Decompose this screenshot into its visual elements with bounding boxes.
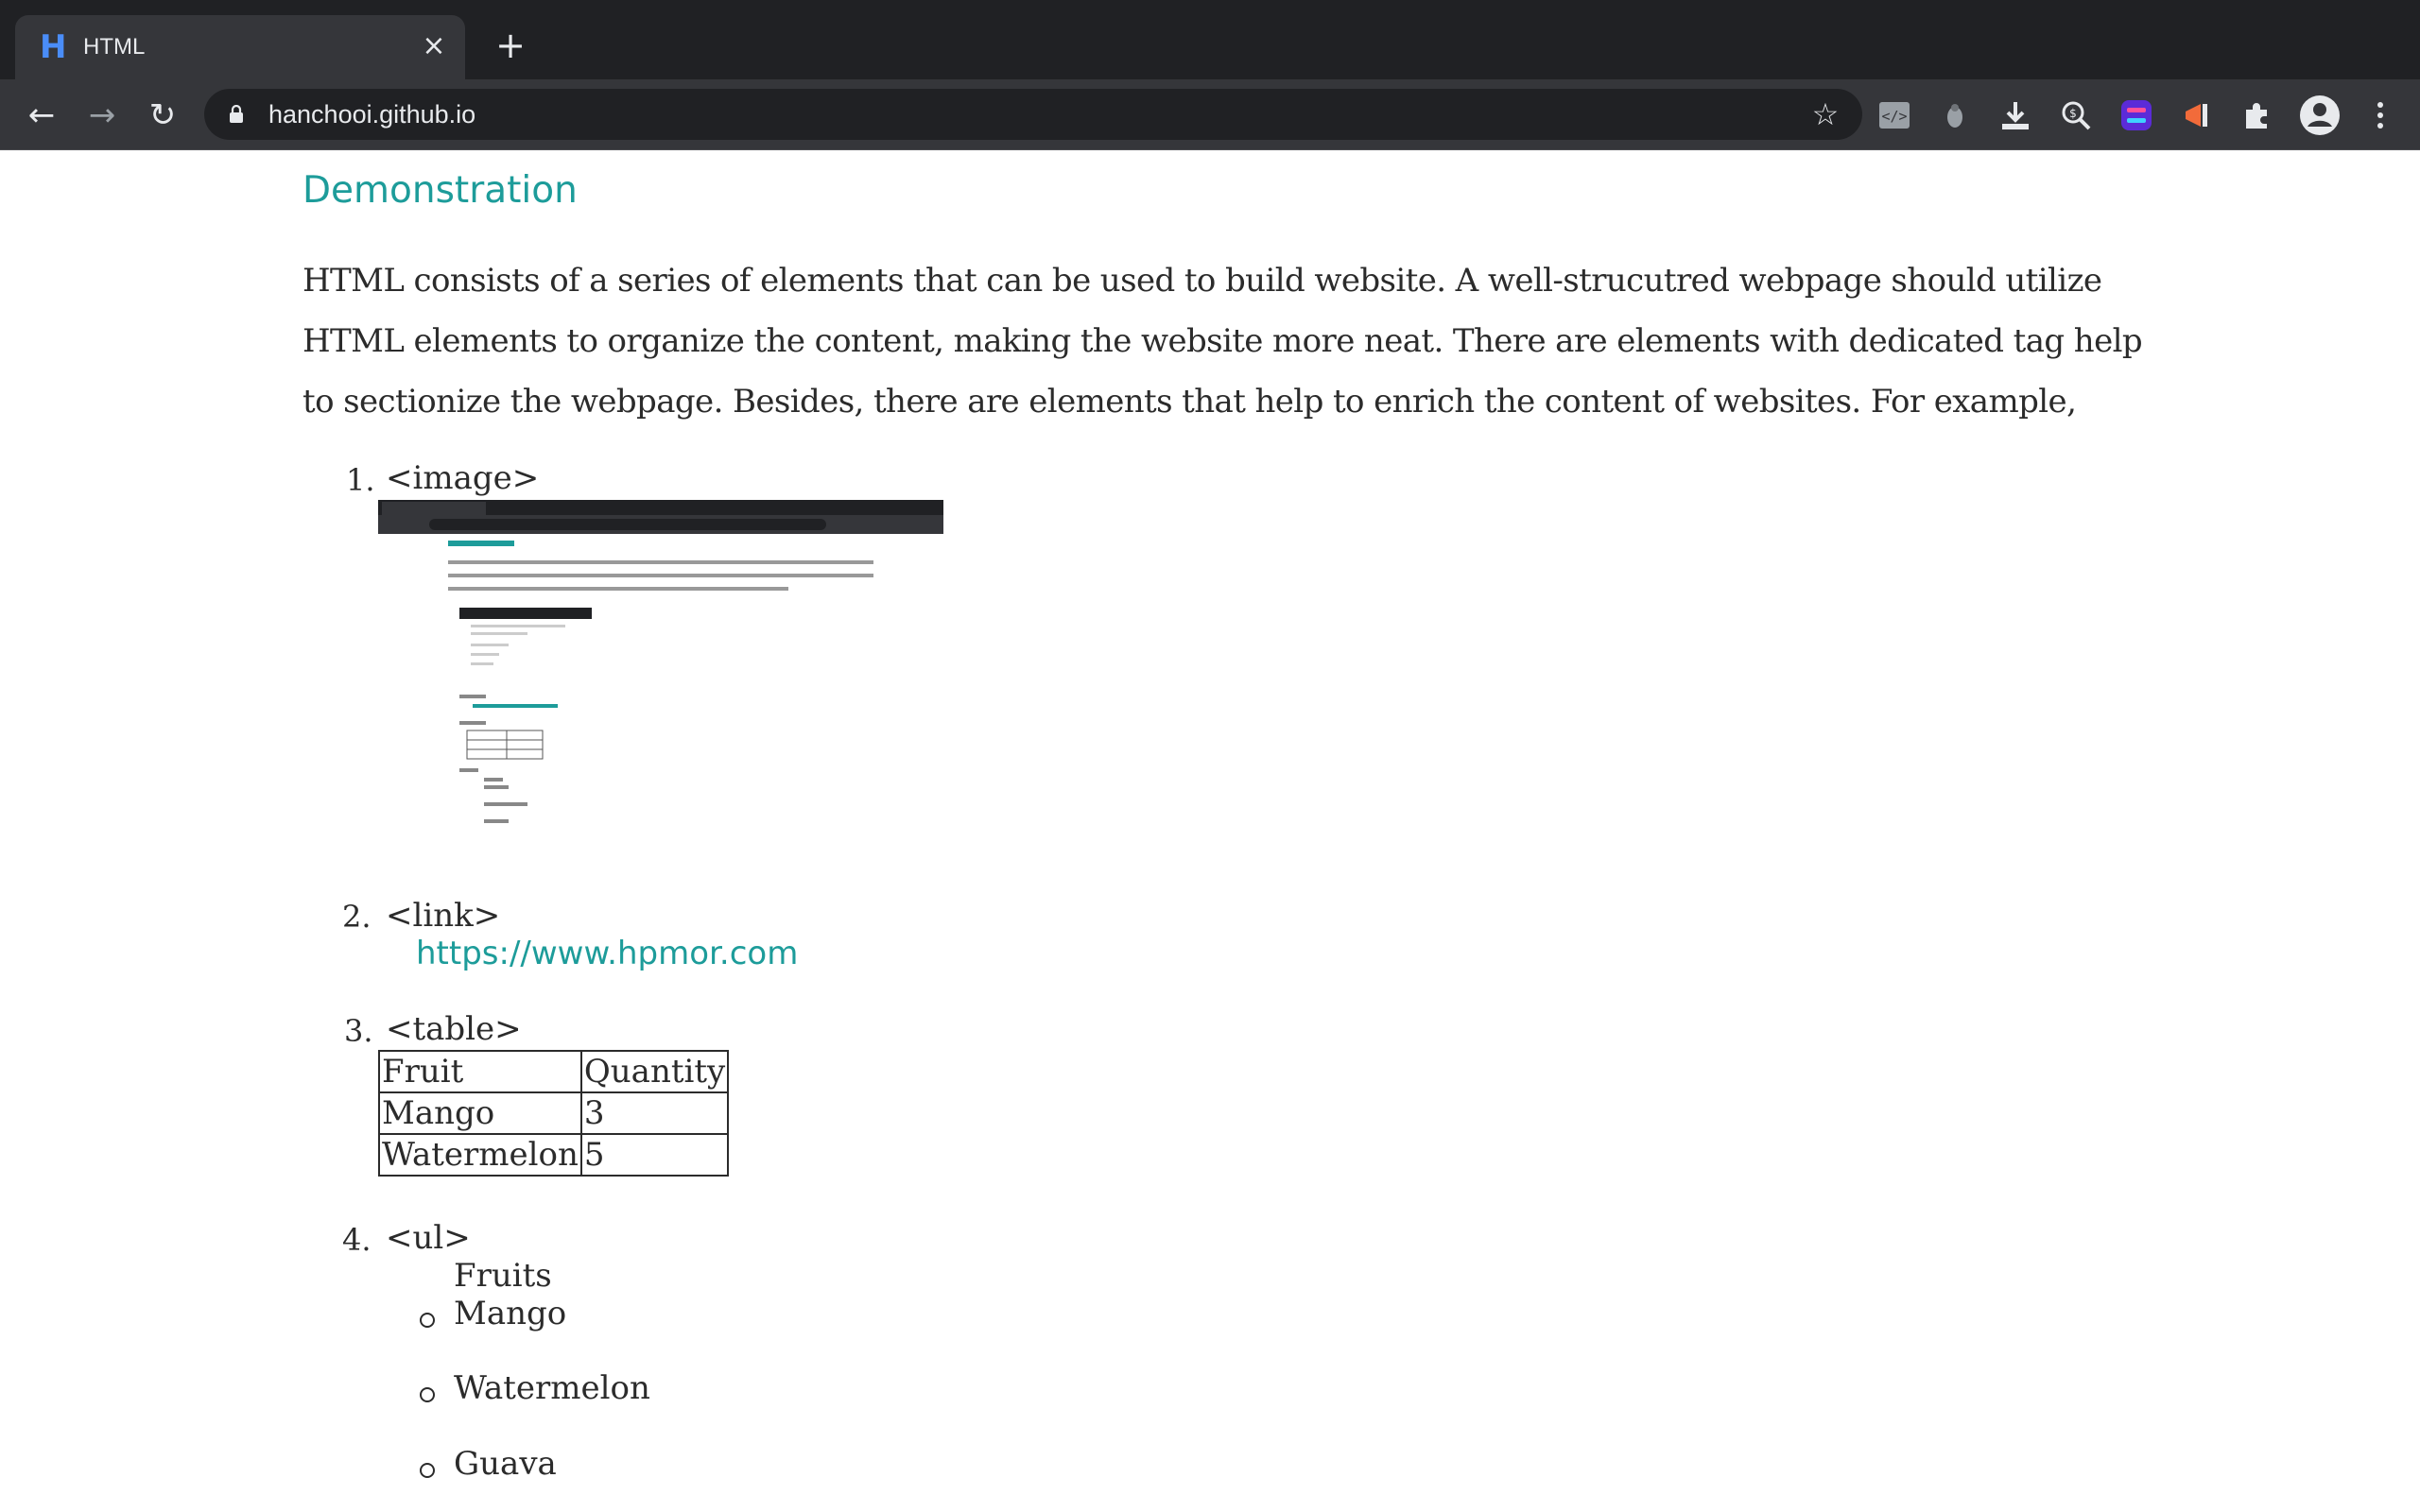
list-number-2: 2.: [342, 899, 372, 935]
s-extension-icon[interactable]: [2119, 98, 2153, 132]
list-label-table: <table>: [386, 1010, 522, 1048]
hpmor-link[interactable]: https://www.hpmor.com: [416, 935, 799, 972]
table-row: [379, 1134, 728, 1176]
page-content: [0, 150, 2420, 1512]
list-item: Mango: [454, 1295, 567, 1332]
bullet-icon: [420, 1463, 435, 1478]
list-number-3: 3.: [344, 1013, 373, 1049]
fruits-list-title: Fruits: [454, 1257, 552, 1295]
forward-button[interactable]: →: [88, 96, 116, 134]
bookmark-star-icon[interactable]: ☆: [1811, 96, 1840, 132]
code-view-extension-icon[interactable]: [1877, 98, 1911, 132]
list-number-1: 1.: [346, 462, 375, 498]
reload-button[interactable]: ↻: [148, 96, 177, 134]
menu-kebab-icon[interactable]: [2363, 98, 2397, 132]
download-extension-icon[interactable]: [1998, 98, 2032, 132]
url-text: hanchooi.github.io: [268, 100, 476, 129]
new-tab-button[interactable]: +: [495, 25, 526, 66]
svg-text:$: $: [2069, 107, 2077, 120]
profile-avatar-icon[interactable]: [2299, 94, 2341, 136]
screenshot-image: [378, 500, 943, 851]
list-label-link: <link>: [386, 897, 501, 935]
intro-paragraph: HTML consists of a series of elements that can be used to build website. A well-strucutred webpage should utilize HTML elements to organize the content, making the website more neat. There are elements with dedicated tag help to sectionize the webpage. Besides, there are elements that help to enrich the content of websites. For example,: [302, 262, 2143, 421]
lock-icon: [229, 105, 244, 124]
bullet-icon: [420, 1387, 435, 1402]
megaphone-extension-icon[interactable]: [2180, 98, 2214, 132]
table-header: Quantity: [581, 1051, 728, 1092]
price-search-extension-icon[interactable]: [2059, 98, 2093, 132]
table-cell: 3: [581, 1092, 728, 1134]
mouse-extension-icon[interactable]: [1938, 98, 1972, 132]
fruit-table: [378, 1050, 729, 1177]
address-bar[interactable]: [204, 89, 1862, 140]
tab-title: HTML: [83, 34, 146, 60]
page-heading: Demonstration: [302, 169, 578, 212]
favicon-icon: H: [40, 28, 67, 66]
list-number-4: 4.: [342, 1222, 372, 1258]
browser-tab[interactable]: [15, 15, 465, 79]
browser-toolbar: [0, 79, 2420, 150]
table-cell: 5: [581, 1134, 728, 1176]
back-button[interactable]: ←: [27, 96, 56, 134]
list-item: Watermelon: [454, 1369, 650, 1407]
table-cell: Mango: [379, 1092, 581, 1134]
list-item: Guava: [454, 1445, 557, 1483]
list-label-image: <image>: [386, 459, 540, 497]
bullet-icon: [420, 1313, 435, 1328]
close-tab-icon[interactable]: ×: [422, 29, 446, 62]
table-header: Fruit: [379, 1051, 581, 1092]
list-label-ul: <ul>: [386, 1219, 471, 1257]
svg-text:</>: </>: [1881, 108, 1908, 125]
table-row: [379, 1092, 728, 1134]
table-cell: Watermelon: [379, 1134, 581, 1176]
table-header-row: [379, 1051, 728, 1092]
browser-tab-strip: [0, 0, 2420, 79]
extensions-puzzle-icon[interactable]: [2240, 98, 2274, 132]
